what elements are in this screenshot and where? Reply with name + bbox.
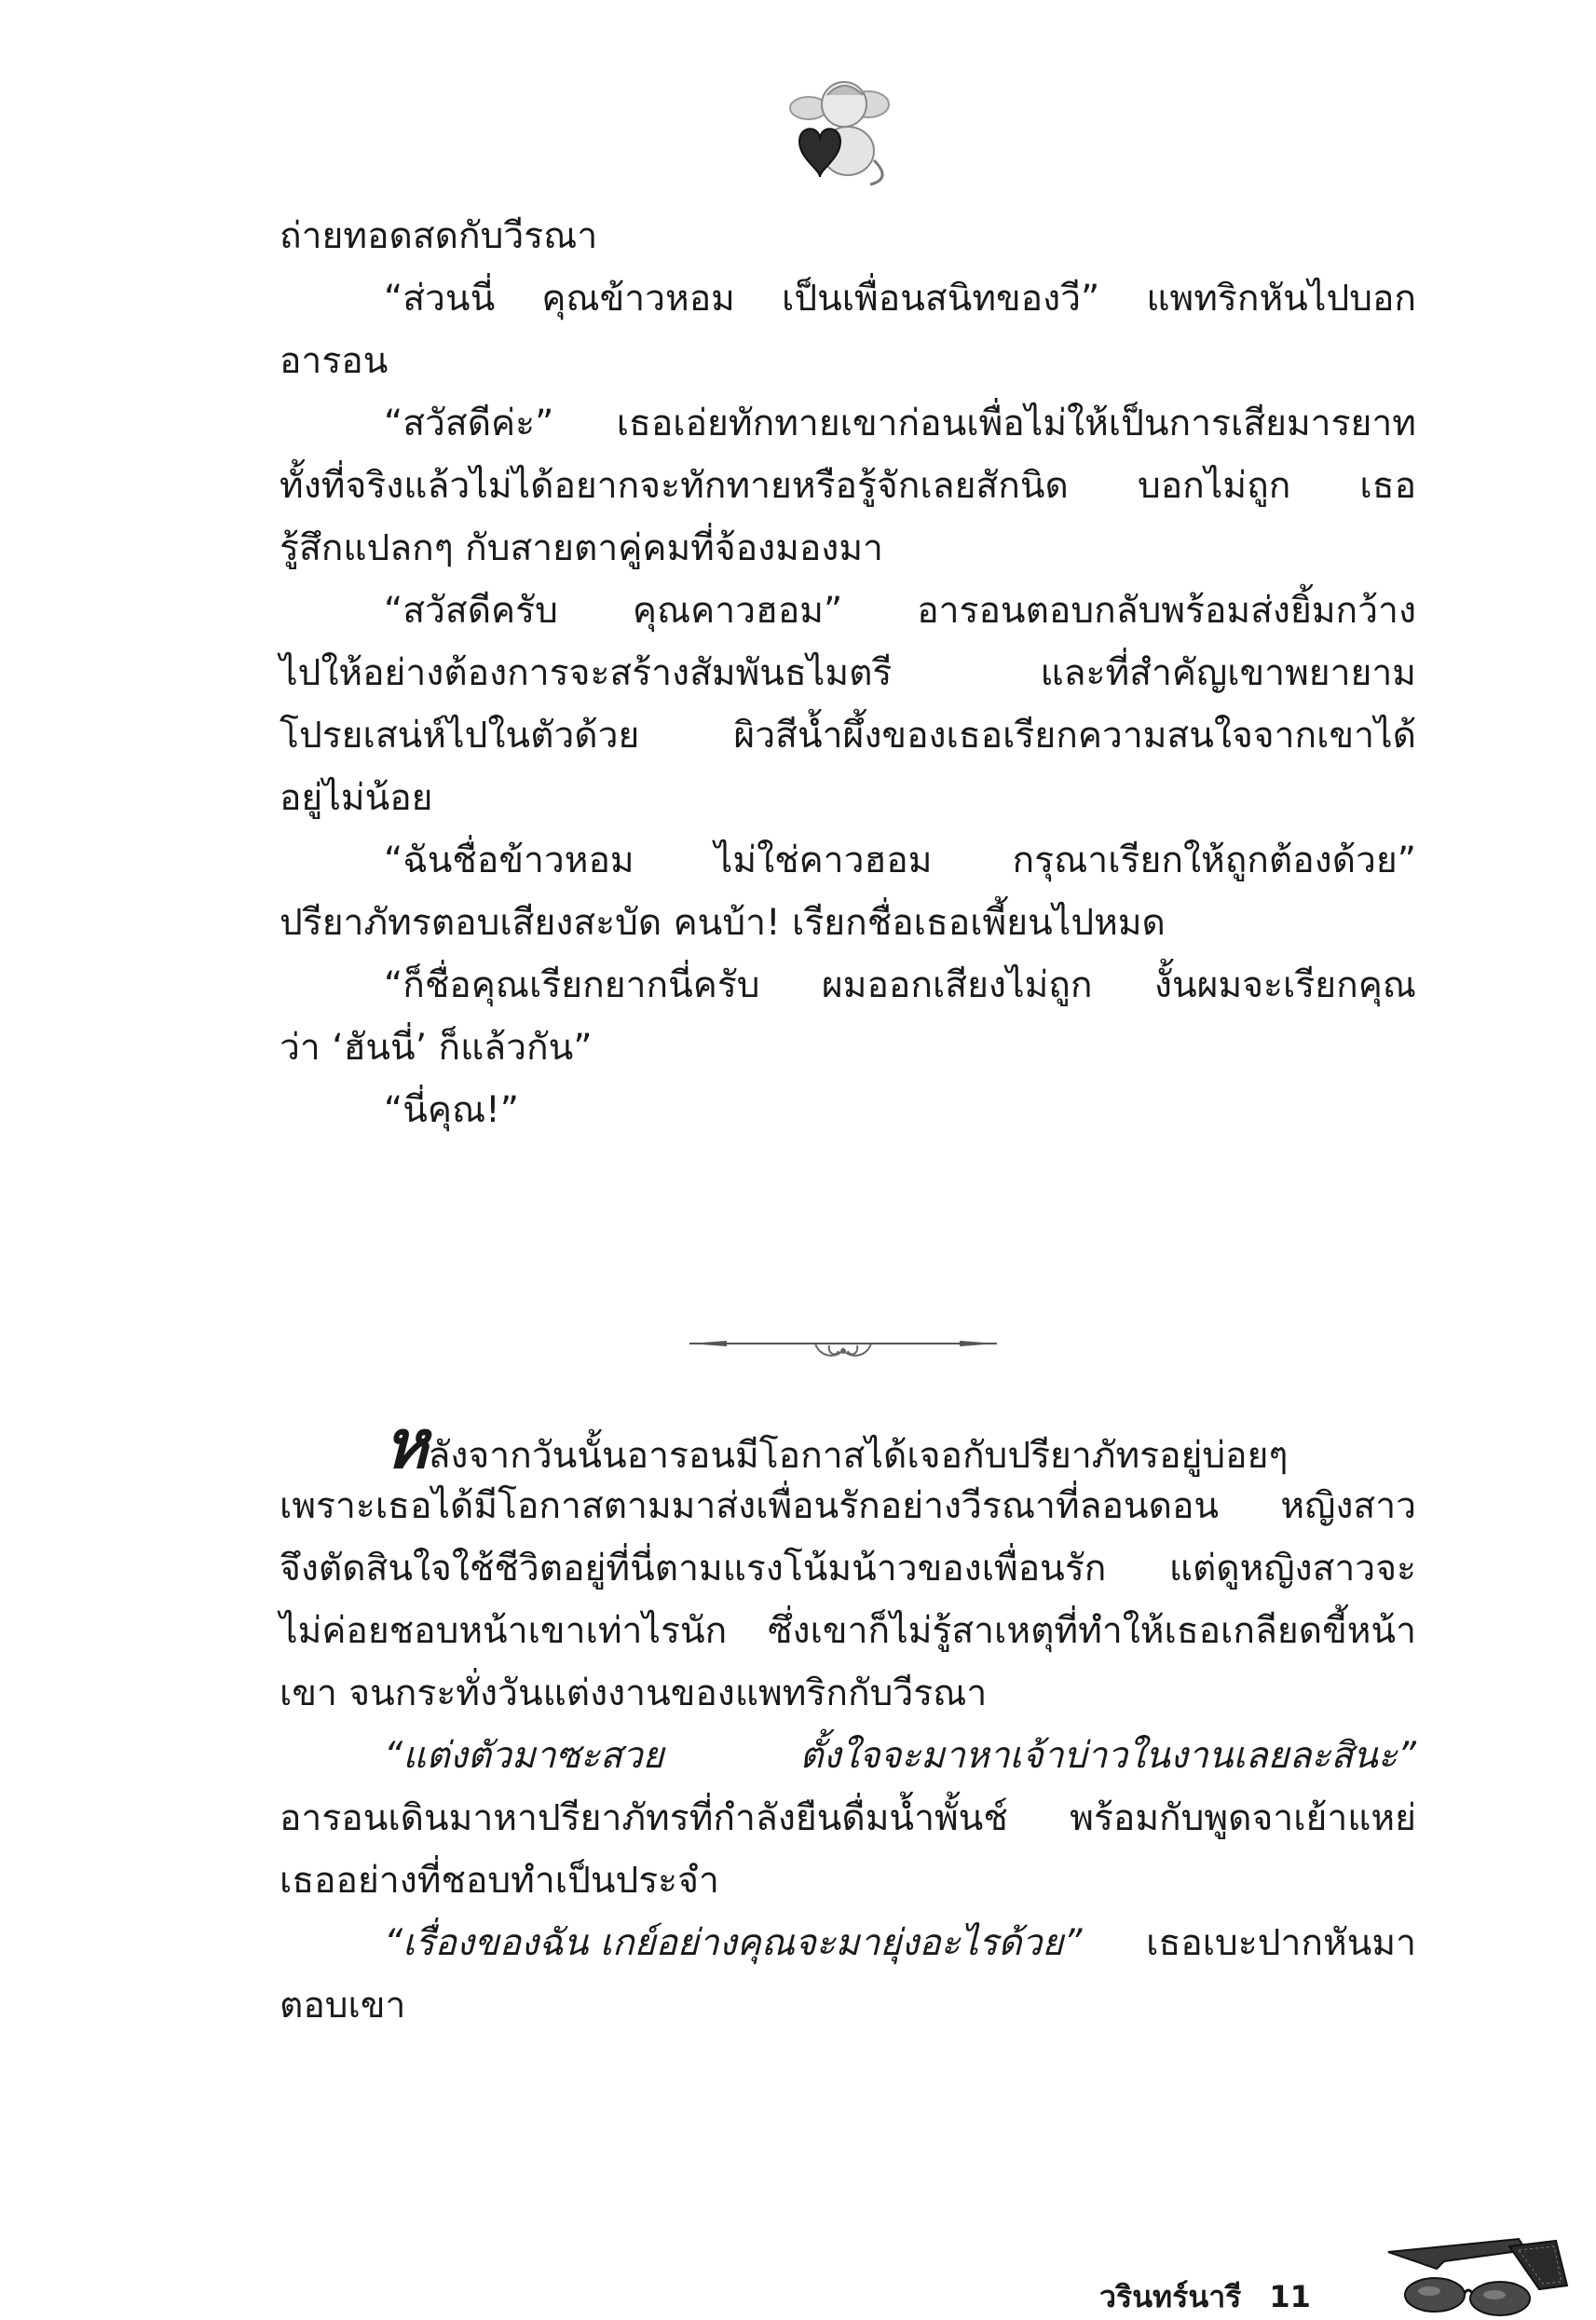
paragraph-line: อยู่ไม่น้อย (280, 777, 433, 819)
book-title: วรินทร์นารี (1099, 2279, 1242, 2314)
paragraph-line: “ส่วนนี่ คุณข้าวหอม เป็นเพื่อนสนิทของวี” แพทริกหันไปบอก (384, 278, 1416, 320)
paragraph-line: ทั้งที่จริงแล้วไม่ได้อยากจะทักทายหรือรู้จักเลยสักนิด บอกไม่ถูก เธอ (280, 465, 1416, 507)
paragraph-line: “ฉันชื่อข้าวหอม ไม่ใช่คาวฮอม กรุณาเรียกให้ถูกต้องด้วย” (384, 839, 1416, 881)
paragraph-line: เธออย่างที่ชอบทำเป็นประจำ (280, 1860, 719, 1902)
paragraph-line: “แต่งตัวมาซะสวย ตั้งใจจะมาหาเจ้าบ่าวในงานเลยละสินะ” (384, 1735, 1416, 1777)
page-footer (1099, 2273, 1311, 2320)
ornament-divider-icon (689, 1331, 997, 1364)
paragraph-line: ลังจากวันนั้นอารอนมีโอกาสได้เจอกับปรียาภัทรอยู่บ่อยๆ (428, 1435, 1289, 1477)
paragraph-line: “ก็ชื่อคุณเรียกยากนี่ครับ ผมออกเสียงไม่ถูก งั้นผมจะเรียกคุณ (384, 964, 1416, 1006)
paragraph-line: ถ่ายทอดสดกับวีรณา (280, 215, 598, 257)
cupid-heart-icon (783, 67, 904, 188)
paragraph-mixed-line (384, 1916, 1416, 1972)
dialogue-italic: “เรื่องของฉัน เกย์อย่างคุณจะมายุ่งอะไรด้วย” (384, 1922, 1083, 1964)
paragraph-line: รู้สึกแปลกๆ กับสายตาคู่คมที่จ้องมองมา (280, 527, 883, 569)
paragraph-line: โปรยเสน่ห์ไปในตัวด้วย ผิวสีน้ำผึ้งของเธอเรียกความสนใจจากเขาได้ (280, 715, 1416, 757)
paragraph-line: จึงตัดสินใจใช้ชีวิตอยู่ที่นี่ตามแรงโน้มน้าวของเพื่อนรัก แต่ดูหญิงสาวจะ (280, 1548, 1416, 1590)
paragraph-line: ไปให้อย่างต้องการจะสร้างสัมพันธไมตรี และที่สำคัญเขาพยายาม (280, 652, 1416, 694)
paragraph-line: “นี่คุณ!” (384, 1089, 519, 1131)
paragraph-line: ว่า ‘ฮันนี่’ ก็แล้วกัน” (280, 1027, 593, 1069)
paragraph-line: อารอน (280, 340, 389, 382)
paragraph-first-line (384, 1405, 1416, 1483)
paragraph-line: ตอบเขา (280, 1985, 406, 2027)
paragraph-line: “สวัสดีครับ คุณคาวฮอม” อารอนตอบกลับพร้อมส่งยิ้มกว้าง (384, 590, 1416, 632)
paragraph-line: เขา จนกระทั่งวันแต่งงานของแพทริกกับวีรณา (280, 1672, 988, 1714)
paragraph-line: ปรียาภัทรตอบเสียงสะบัด คนบ้า! เรียกชื่อเธอเพี้ยนไปหมด (280, 902, 1166, 944)
paragraph-line: “สวัสดีค่ะ” เธอเอ่ยทักทายเขาก่อนเพื่อไม่ให้เป็นการเสียมารยาท (384, 403, 1416, 444)
paragraph-line: เธอเบะปากหันมา (1146, 1922, 1416, 1964)
paragraph-line: ไม่ค่อยชอบหน้าเขาเท่าไรนัก ซึ่งเขาก็ไม่รู้สาเหตุที่ทำให้เธอเกลียดขี้หน้า (280, 1610, 1416, 1652)
paragraph-line: อารอนเดินมาหาปรียาภัทรที่กำลังยืนดื่มน้ำพั้นช์ พร้อมกับพูดจาเย้าแหย่ (280, 1797, 1416, 1839)
drop-cap: ห (384, 1405, 429, 1483)
paragraph-line: เพราะเธอได้มีโอกาสตามมาส่งเพื่อนรักอย่างวีรณาที่ลอนดอน หญิงสาว (280, 1485, 1416, 1527)
page-number: 11 (1269, 2279, 1311, 2314)
pistol-sunglasses-icon (1379, 2231, 1575, 2320)
